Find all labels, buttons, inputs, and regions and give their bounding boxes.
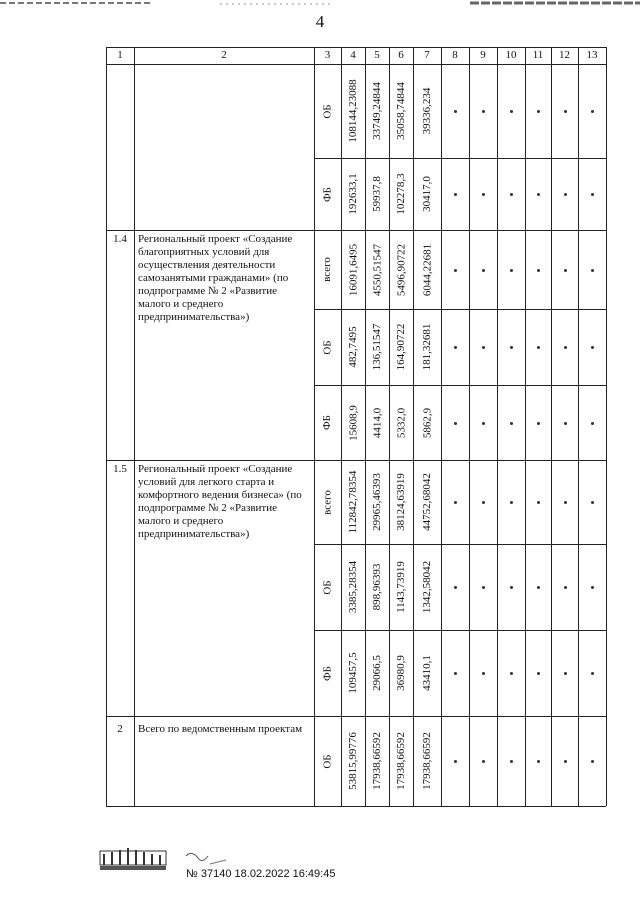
- empty-cell-mark: [591, 672, 594, 675]
- empty-cell-mark: [454, 110, 457, 113]
- funding-source-label: ФБ: [321, 415, 333, 431]
- budget-table: [106, 47, 606, 806]
- empty-cell-mark: [482, 760, 485, 763]
- registration-mark-icon: №: [186, 868, 198, 880]
- table-rule: [525, 47, 526, 806]
- amount-cell: 5332,0: [395, 407, 407, 438]
- table-rule: [134, 47, 135, 806]
- column-header: 10: [505, 49, 517, 61]
- empty-cell-mark: [537, 346, 540, 349]
- amount-cell: 6044,22681: [421, 243, 433, 296]
- empty-cell-mark: [510, 501, 513, 504]
- page-number: 4: [315, 12, 325, 31]
- empty-cell-mark: [591, 269, 594, 272]
- amount-cell: 43410,1: [421, 655, 433, 691]
- empty-cell-mark: [482, 269, 485, 272]
- empty-cell-mark: [482, 501, 485, 504]
- empty-cell-mark: [537, 269, 540, 272]
- amount-cell: 33749,24844: [371, 82, 383, 140]
- funding-source-label: всего: [321, 257, 333, 282]
- amount-cell: 4550,51547: [371, 243, 383, 296]
- empty-cell-mark: [454, 672, 457, 675]
- empty-cell-mark: [537, 501, 540, 504]
- empty-cell-mark: [591, 760, 594, 763]
- column-header: 1: [117, 49, 123, 61]
- amount-cell: 3385,28354: [347, 560, 359, 614]
- amount-cell: 59937,8: [371, 176, 383, 212]
- amount-cell: 164,90722: [395, 323, 407, 371]
- table-rule: [606, 47, 607, 806]
- empty-cell-mark: [591, 422, 594, 425]
- funding-source-label: ОБ: [321, 753, 333, 769]
- table-rule: [551, 47, 552, 806]
- empty-cell-mark: [537, 672, 540, 675]
- empty-cell-mark: [510, 422, 513, 425]
- doc-number: 37140: [200, 868, 232, 880]
- funding-source-label: ФБ: [321, 186, 333, 202]
- empty-cell-mark: [454, 501, 457, 504]
- amount-cell: 5862,9: [421, 407, 433, 438]
- stamp-datetime: 18.02.2022 16:49:45: [234, 868, 336, 880]
- amount-cell: 29965,46393: [371, 473, 383, 531]
- empty-cell-mark: [482, 672, 485, 675]
- funding-source-label: всего: [321, 489, 333, 515]
- amount-cell: 53815,99776: [347, 732, 359, 790]
- empty-cell-mark: [564, 586, 567, 589]
- amount-cell: 35058,74844: [395, 82, 407, 140]
- empty-cell-mark: [564, 501, 567, 504]
- amount-cell: 30417,0: [421, 176, 433, 212]
- empty-cell-mark: [591, 586, 594, 589]
- empty-cell-mark: [454, 269, 457, 272]
- column-header: 13: [586, 49, 598, 61]
- column-header: 3: [324, 49, 331, 61]
- registration-stamp: [186, 868, 335, 880]
- empty-cell-mark: [564, 269, 567, 272]
- section-description: Региональный проект «Создание благоприятных условий для осуществления деятельности самозанятыми гражданами» (по подпрограмме № 2 «Развитие малого и среднего предпринимательства»): [138, 233, 293, 323]
- empty-cell-mark: [537, 422, 540, 425]
- empty-cell-mark: [482, 346, 485, 349]
- empty-cell-mark: [510, 269, 513, 272]
- empty-cell-mark: [510, 346, 513, 349]
- section-index: 1.5: [113, 463, 127, 475]
- table-rule: [497, 47, 498, 806]
- amount-cell: 17938,66592: [371, 732, 383, 790]
- amount-cell: 16091,6495: [347, 243, 359, 296]
- empty-cell-mark: [537, 760, 540, 763]
- empty-cell-mark: [510, 760, 513, 763]
- column-header: 8: [452, 49, 458, 61]
- table-rule: [106, 806, 606, 807]
- section-index: 2: [117, 723, 123, 735]
- section-description: Региональный проект «Создание условий для легкого старта и комфортного ведения бизнеса» (по подпрограмме № 2 «Развитие малого и среднего предпринимательства»): [138, 463, 302, 540]
- amount-cell: 112842,78354: [347, 470, 359, 534]
- empty-cell-mark: [564, 672, 567, 675]
- column-header: 6: [398, 49, 404, 61]
- empty-cell-mark: [510, 672, 513, 675]
- column-header: 2: [221, 49, 227, 61]
- empty-cell-mark: [564, 346, 567, 349]
- amount-cell: 1143,73919: [395, 561, 407, 613]
- amount-cell: 29066,5: [371, 655, 383, 691]
- empty-cell-mark: [454, 586, 457, 589]
- amount-cell: 102278,3: [395, 173, 407, 215]
- empty-cell-mark: [591, 501, 594, 504]
- empty-cell-mark: [510, 110, 513, 113]
- empty-cell-mark: [537, 110, 540, 113]
- empty-cell-mark: [564, 760, 567, 763]
- amount-cell: 109457,5: [347, 652, 359, 694]
- funding-source-label: ФБ: [321, 665, 333, 681]
- column-header: 11: [532, 49, 544, 61]
- empty-cell-mark: [564, 193, 567, 196]
- amount-cell: 181,32681: [421, 323, 433, 371]
- empty-cell-mark: [537, 193, 540, 196]
- column-header: 12: [559, 49, 570, 61]
- empty-cell-mark: [482, 110, 485, 113]
- section-index: 1.4: [113, 233, 127, 245]
- column-header: 7: [424, 49, 430, 61]
- amount-cell: 482,7495: [347, 326, 359, 368]
- funding-source-label: ОБ: [321, 339, 333, 355]
- amount-cell: 1342,58042: [421, 560, 433, 614]
- empty-cell-mark: [454, 193, 457, 196]
- empty-cell-mark: [537, 586, 540, 589]
- amount-cell: 5496,90722: [395, 243, 407, 296]
- amount-cell: 38124,63919: [395, 473, 407, 531]
- amount-cell: 4414,0: [371, 407, 383, 438]
- amount-cell: 36980,9: [395, 655, 407, 691]
- empty-cell-mark: [591, 110, 594, 113]
- empty-cell-mark: [454, 422, 457, 425]
- empty-cell-mark: [482, 193, 485, 196]
- empty-cell-mark: [454, 760, 457, 763]
- empty-cell-mark: [482, 422, 485, 425]
- funding-source-label: ОБ: [321, 103, 333, 119]
- table-rule: [469, 47, 470, 806]
- amount-cell: 44752,68042: [421, 473, 433, 531]
- amount-cell: 17938,66592: [395, 732, 407, 790]
- empty-cell-mark: [564, 422, 567, 425]
- column-header: 9: [480, 49, 486, 61]
- section-description: Всего по ведомственным проектам: [138, 723, 303, 735]
- empty-cell-mark: [454, 346, 457, 349]
- empty-cell-mark: [591, 346, 594, 349]
- amount-cell: 192633,1: [347, 173, 359, 215]
- amount-cell: 898,96393: [371, 563, 383, 611]
- column-header: 4: [350, 49, 356, 61]
- scan-edge-artifact: [0, 0, 640, 10]
- empty-cell-mark: [510, 193, 513, 196]
- amount-cell: 108144,23088: [347, 79, 359, 143]
- table-rule: [106, 47, 107, 806]
- amount-cell: 17938,66592: [421, 732, 433, 790]
- amount-cell: 15608,9: [347, 404, 359, 441]
- table-rule: [578, 47, 579, 806]
- empty-cell-mark: [591, 193, 594, 196]
- amount-cell: 39336,234: [421, 87, 433, 135]
- amount-cell: 136,51547: [371, 323, 383, 371]
- empty-cell-mark: [510, 586, 513, 589]
- funding-source-label: ОБ: [321, 579, 333, 595]
- empty-cell-mark: [564, 110, 567, 113]
- footer: [0, 820, 640, 905]
- empty-cell-mark: [482, 586, 485, 589]
- column-header: 5: [374, 49, 380, 61]
- stamp-emblem-icon: [0, 820, 640, 905]
